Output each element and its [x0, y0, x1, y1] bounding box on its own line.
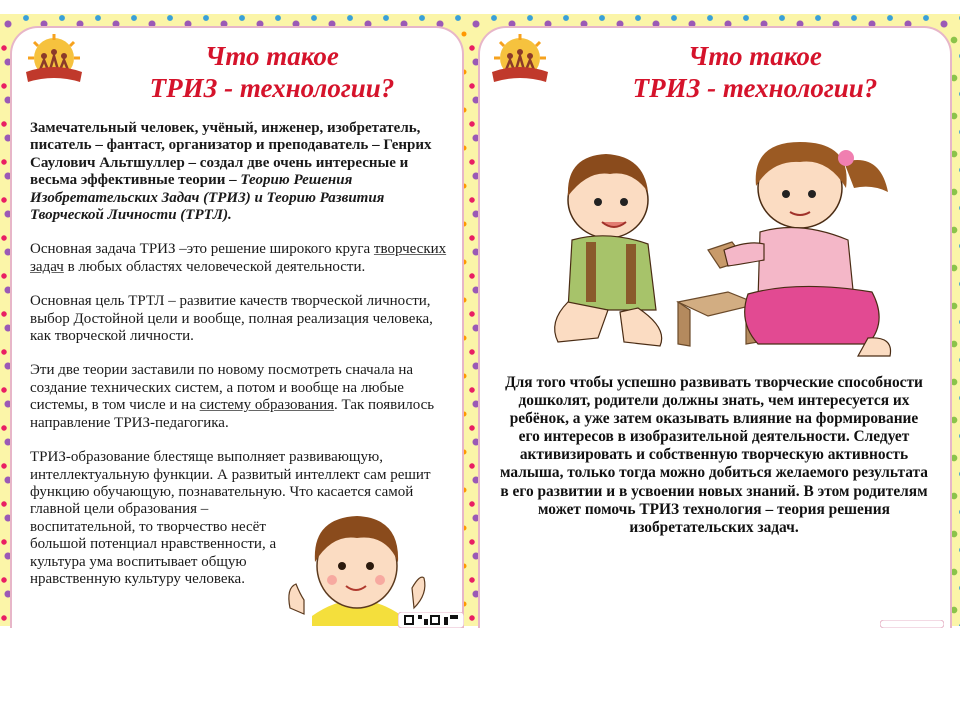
- boy-illustration: [282, 504, 432, 626]
- creative-tasks-link[interactable]: творческих задач: [30, 241, 447, 275]
- paragraph-trtl-goal: Основная цель ТРТЛ – развитие качеств творческой личности, выбор Достойной цели и вообще, полная реализация человека, как творческой личности.: [30, 293, 433, 345]
- left-title-line2: ТРИЗ - технологии?: [149, 73, 395, 103]
- education-system-link[interactable]: систему образования: [199, 397, 335, 414]
- right-panel-text: Для того чтобы успешно развивать творческие способности дошколят, родители должны знать, чем интересуется их ребёнок, а уже затем оказывать влияние на формирование его интересов в изобразительной деятельности. Следует активизировать и собственную творческую активность малыша, только тогда можно добиться желаемого результата в его развитии и в усвоении новых знаний. В этом родителям может помочь ТРИЗ технология – теория решения изобретательских задач.: [500, 374, 928, 536]
- paragraph-two-theories-text-b: . Так появилось направление ТРИЗ-педагогика.: [30, 397, 435, 431]
- paragraph-triz-task: [30, 241, 448, 276]
- left-title-line1: Что такое: [205, 41, 339, 71]
- paragraph-altshuller-bold: Замечательный человек, учёный, инженер, изобретатель, писатель – фантаст, организатор и преподаватель – Генрих Саулович Альтшуллер – создал две очень интересные и весьма эффективные теории –: [30, 120, 432, 189]
- panel-corner-decoration: [880, 620, 944, 628]
- right-panel-title: [590, 40, 920, 104]
- paragraph-triz-education-narrow: воспитательной, то творчество несёт большой потенциал нравственности, а культура ума воспитывает общую нравственную культуру человека.: [30, 518, 277, 587]
- paragraph-triz-task-text-a: Основная задача ТРИЗ –это решение широкого круга: [30, 241, 371, 258]
- children-playing-illustration: [528, 132, 908, 362]
- right-title-line1: Что такое: [688, 41, 822, 71]
- right-title-line2: ТРИЗ - технологии?: [632, 73, 878, 103]
- qr-code-icon: [398, 612, 464, 628]
- paragraph-altshuller-italic: Теорию Решения Изобретательских Задач (ТРИЗ) и Теорию Развития Творческой Личности (ТРТЛ).: [30, 172, 385, 224]
- paragraph-triz-task-text-b: в любых областях человеческой деятельности.: [67, 258, 366, 275]
- left-panel-title: [112, 40, 432, 104]
- paragraph-triz-education: ТРИЗ-образование блестяще выполняет развивающую, интеллектуальную функции. А развитый интеллект сам решит функцию обучающую, познавательную. Что касается самой главной цели образования –: [30, 449, 431, 518]
- logo-icon: [488, 32, 552, 84]
- paragraph-altshuller: [30, 120, 448, 224]
- paragraph-two-theories: [30, 362, 448, 432]
- logo-icon: [22, 32, 86, 84]
- paragraph-two-theories-text-a: Эти две теории заставили по новому посмотреть сначала на создание технических систем, а потом и вообще на любые системы, в том числе и на: [30, 362, 414, 414]
